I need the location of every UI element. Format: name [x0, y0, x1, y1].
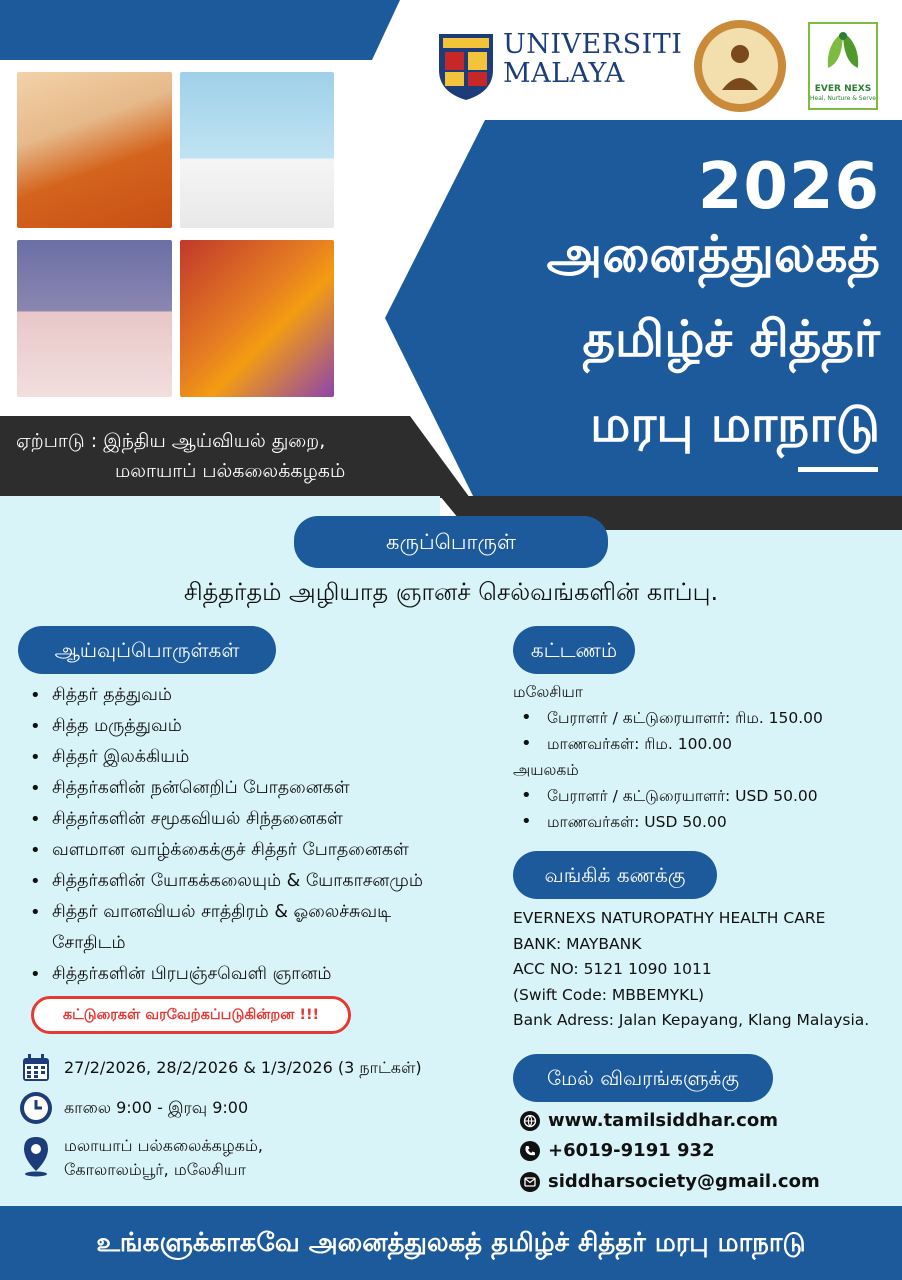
university-name-line2: MALAYA [503, 58, 625, 89]
organizer-line2: மலாயாப் பல்கலைக்கழகம் [115, 460, 346, 482]
event-time-row [18, 1090, 248, 1126]
event-dates: 27/2/2026, 28/2/2026 & 1/3/2026 (3 நாட்கள்) [64, 1057, 422, 1077]
phone-number[interactable]: +6019-9191 932 [548, 1140, 715, 1161]
list-item: • பேராளர் / கட்டுரையாளர்: ரிம. 150.00 [521, 705, 893, 731]
evernexs-tagline: Heal, Nurture & Serve [810, 95, 877, 102]
topics-label: ஆய்வுப்பொருள்கள் [18, 626, 276, 674]
footer-banner: உங்களுக்காகவே அனைத்துலகத் தமிழ்ச் சித்தர் மரபு மாநாடு [0, 1206, 902, 1280]
list-item: • சித்தர்களின் பிரபஞ்சவெளி ஞானம் [30, 959, 500, 990]
location-pin-icon [18, 1134, 54, 1178]
list-item: • சித்தர்களின் சமூகவியல் சிந்தனைகள் [30, 804, 500, 835]
phone-row[interactable] [520, 1140, 715, 1161]
fees-overseas-label: அயலகம் [513, 761, 579, 779]
email-row[interactable] [520, 1171, 820, 1192]
call-for-papers-badge: கட்டுரைகள் வரவேற்கப்படுகின்றன !!! [31, 996, 351, 1034]
list-item: • சித்தர்களின் யோகக்கலையும் & யோகாசனமும் [30, 866, 500, 897]
event-title-line3: மரபு மாநாடு [590, 395, 880, 453]
bank-details [513, 906, 898, 1034]
speaker-photo-4 [180, 240, 334, 397]
event-venue-row [18, 1134, 263, 1182]
speaker-photo-1 [17, 72, 172, 228]
event-dates-row [18, 1050, 422, 1086]
bank-line: (Swift Code: MBBEMYKL) [513, 985, 705, 1004]
universiti-malaya-logo [437, 28, 683, 108]
website-link[interactable]: www.tamilsiddhar.com [548, 1110, 778, 1131]
fees-label: கட்டணம் [513, 626, 635, 674]
event-venue [64, 1134, 263, 1182]
theme-text: சித்தர்தம் அழியாத ஞானச் செல்வங்களின் காப்பு. [183, 578, 719, 606]
list-item: • சித்தர் வானவியல் சாத்திரம் & ஓலைச்சுவடி சோதிடம் [30, 897, 420, 959]
university-name-line1: UNIVERSITI [503, 29, 683, 60]
bank-line: ACC NO: 5121 1090 1011 [513, 960, 712, 978]
event-time: காலை 9:00 - இரவு 9:00 [64, 1097, 249, 1117]
list-item: • பேராளர் / கட்டுரையாளர்: USD 50.00 [521, 783, 893, 809]
list-item: • மாணவர்கள்: USD 50.00 [521, 809, 893, 835]
fees-malaysia-list [513, 705, 893, 757]
contact-label: மேல் விவரங்களுக்கு [513, 1054, 773, 1102]
bank-line: EVERNEXS NATUROPATHY HEALTH CARE [513, 909, 826, 927]
bank-label: வங்கிக் கணக்கு [513, 851, 717, 899]
fees-malaysia [513, 679, 893, 757]
organizer-bar [0, 416, 470, 498]
university-crest-icon [437, 30, 495, 102]
website-row[interactable] [520, 1110, 778, 1131]
evernexs-leaf-icon [810, 24, 876, 80]
event-year: 2026 [697, 150, 880, 224]
fees-malaysia-label: மலேசியா [513, 683, 583, 701]
email-icon [520, 1172, 540, 1192]
topics-list [30, 680, 500, 990]
list-item: • சித்தர் தத்துவம் [30, 680, 500, 711]
theme-label: கருப்பொருள் [294, 516, 608, 568]
list-item: • மாணவர்கள்: ரிம. 100.00 [521, 731, 893, 757]
event-title-line1: அனைத்துலகத் [546, 225, 880, 283]
title-underline [798, 467, 878, 472]
venue-line2: கோலாலம்பூர், மலேசியா [64, 1160, 246, 1179]
bank-line: BANK: MAYBANK [513, 934, 642, 953]
evernexs-logo [808, 22, 878, 110]
bank-line: Bank Adress: Jalan Kepayang, Klang Malaysia. [513, 1011, 870, 1029]
fees-overseas-list [513, 783, 893, 835]
clock-icon [18, 1090, 54, 1126]
globe-icon [520, 1111, 540, 1131]
email-address[interactable]: siddharsociety@gmail.com [548, 1171, 820, 1192]
siddhar-society-seal-icon [692, 18, 788, 114]
evernexs-name: EVER NEXS [814, 84, 872, 94]
list-item: • வளமான வாழ்க்கைக்குச் சித்தர் போதனைகள் [30, 835, 500, 866]
university-name [503, 30, 682, 88]
speaker-photo-2 [180, 72, 334, 228]
venue-line1: மலாயாப் பல்கலைக்கழகம், [64, 1136, 263, 1155]
fees-overseas [513, 757, 893, 835]
phone-icon [520, 1141, 540, 1161]
event-title-line2: தமிழ்ச் சித்தர் [582, 310, 880, 368]
list-item: • சித்தர் இலக்கியம் [30, 742, 500, 773]
calendar-icon [18, 1050, 54, 1086]
list-item: • சித்த மருத்துவம் [30, 711, 500, 742]
speaker-photo-3 [17, 240, 172, 397]
list-item: • சித்தர்களின் நன்னெறிப் போதனைகள் [30, 773, 500, 804]
header-blue-band [0, 0, 400, 60]
organizer-line1: ஏற்பாடு : இந்திய ஆய்வியல் துறை, [16, 430, 326, 452]
